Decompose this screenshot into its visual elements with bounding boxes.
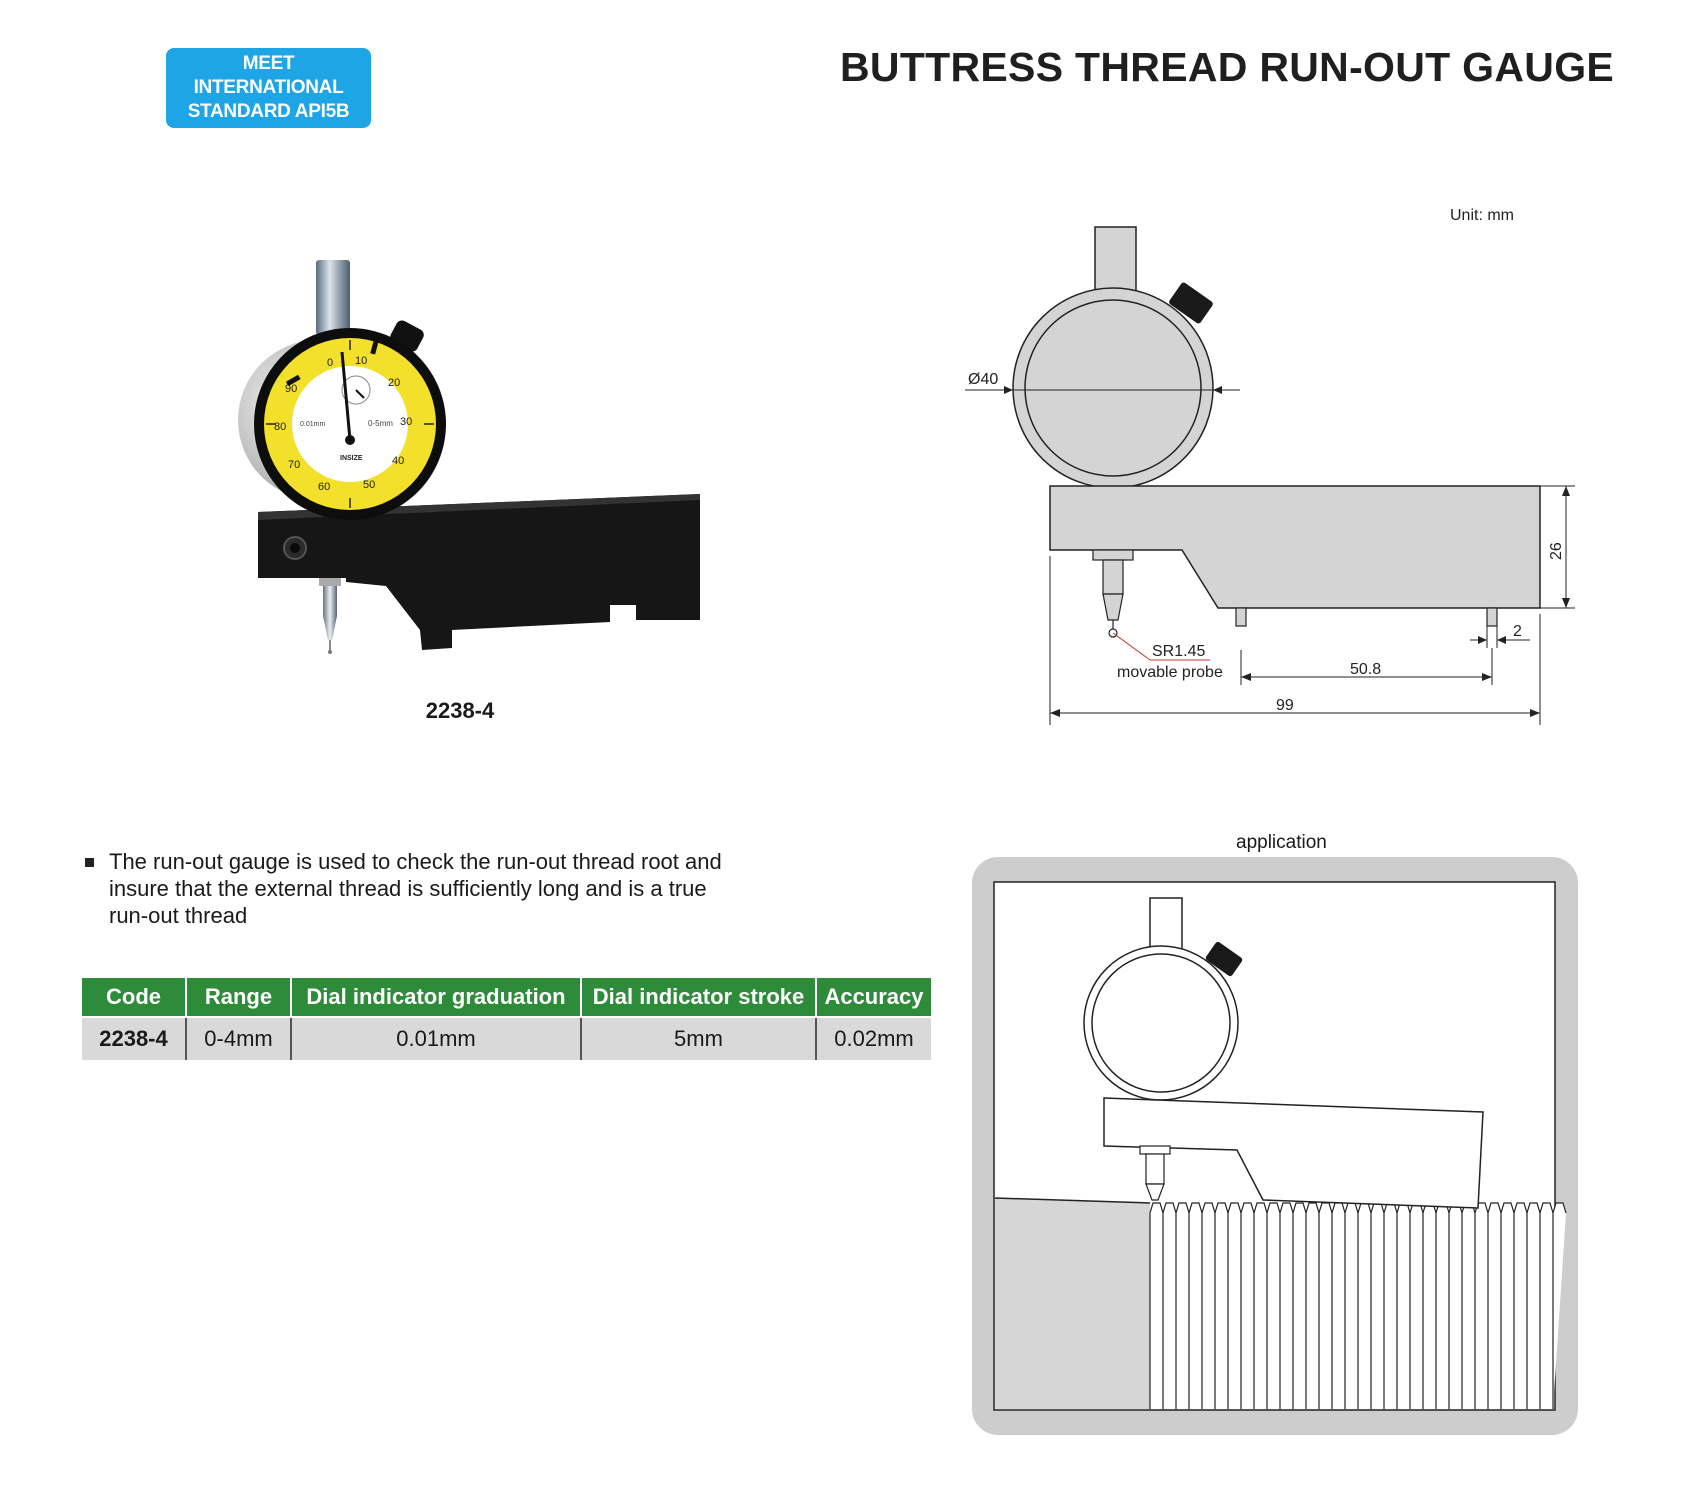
span-label: 50.8 — [1350, 661, 1382, 678]
height-label: 26 — [1548, 542, 1565, 560]
description — [82, 848, 722, 929]
description-text: The run-out gauge is used to check the run-out thread root and insure that the external thread is sufficiently long and is a true run-out thread — [109, 849, 722, 928]
badge-line-1: MEET INTERNATIONAL — [193, 53, 344, 98]
technical-drawing — [950, 195, 1565, 735]
dial-number-30: 30 — [400, 416, 413, 428]
header-range: Range — [186, 978, 291, 1017]
application-illustration — [970, 855, 1580, 1440]
unit-label: Unit: mm — [1450, 207, 1514, 224]
dial-brand: INSIZE — [340, 455, 363, 462]
foot-width-label: 2 — [1513, 623, 1522, 640]
badge-line-2: STANDARD API5B — [187, 101, 350, 122]
dial-range-text: 0-5mm — [368, 419, 393, 428]
table-header-row — [82, 978, 931, 1017]
dial-number-20: 20 — [388, 377, 401, 389]
header-accuracy: Accuracy — [816, 978, 931, 1017]
table-row — [82, 1017, 931, 1060]
dial-graduation-text: 0.01mm — [300, 421, 326, 428]
cell-range: 0-4mm — [186, 1017, 291, 1060]
application-label: application — [1236, 832, 1327, 853]
dial-number-10: 10 — [355, 355, 368, 367]
header-graduation: Dial indicator graduation — [291, 978, 581, 1017]
dial-number-0: 0 — [327, 357, 334, 369]
page-title: BUTTRESS THREAD RUN-OUT GAUGE — [840, 44, 1615, 90]
tip-radius-label: SR1.45 — [1152, 643, 1206, 660]
length-label: 99 — [1276, 697, 1294, 714]
product-photo — [230, 250, 710, 670]
cell-stroke: 5mm — [581, 1017, 816, 1060]
cell-graduation: 0.01mm — [291, 1017, 581, 1060]
probe-label: movable probe — [1117, 664, 1223, 681]
dial-number-50: 50 — [363, 479, 376, 491]
dial-number-60: 60 — [318, 481, 331, 493]
diameter-label: Ø40 — [968, 371, 999, 388]
header-stroke: Dial indicator stroke — [581, 978, 816, 1017]
spec-table — [82, 978, 931, 1060]
cell-accuracy: 0.02mm — [816, 1017, 931, 1060]
dial-number-80: 80 — [274, 421, 287, 433]
product-code-label: 2238-4 — [425, 698, 495, 723]
header-code: Code — [82, 978, 186, 1017]
dial-number-90: 90 — [285, 383, 298, 395]
dial-number-70: 70 — [288, 459, 301, 471]
standard-badge — [166, 48, 371, 128]
cell-code: 2238-4 — [82, 1017, 186, 1060]
dial-number-40: 40 — [392, 455, 405, 467]
bullet-icon — [85, 858, 94, 867]
